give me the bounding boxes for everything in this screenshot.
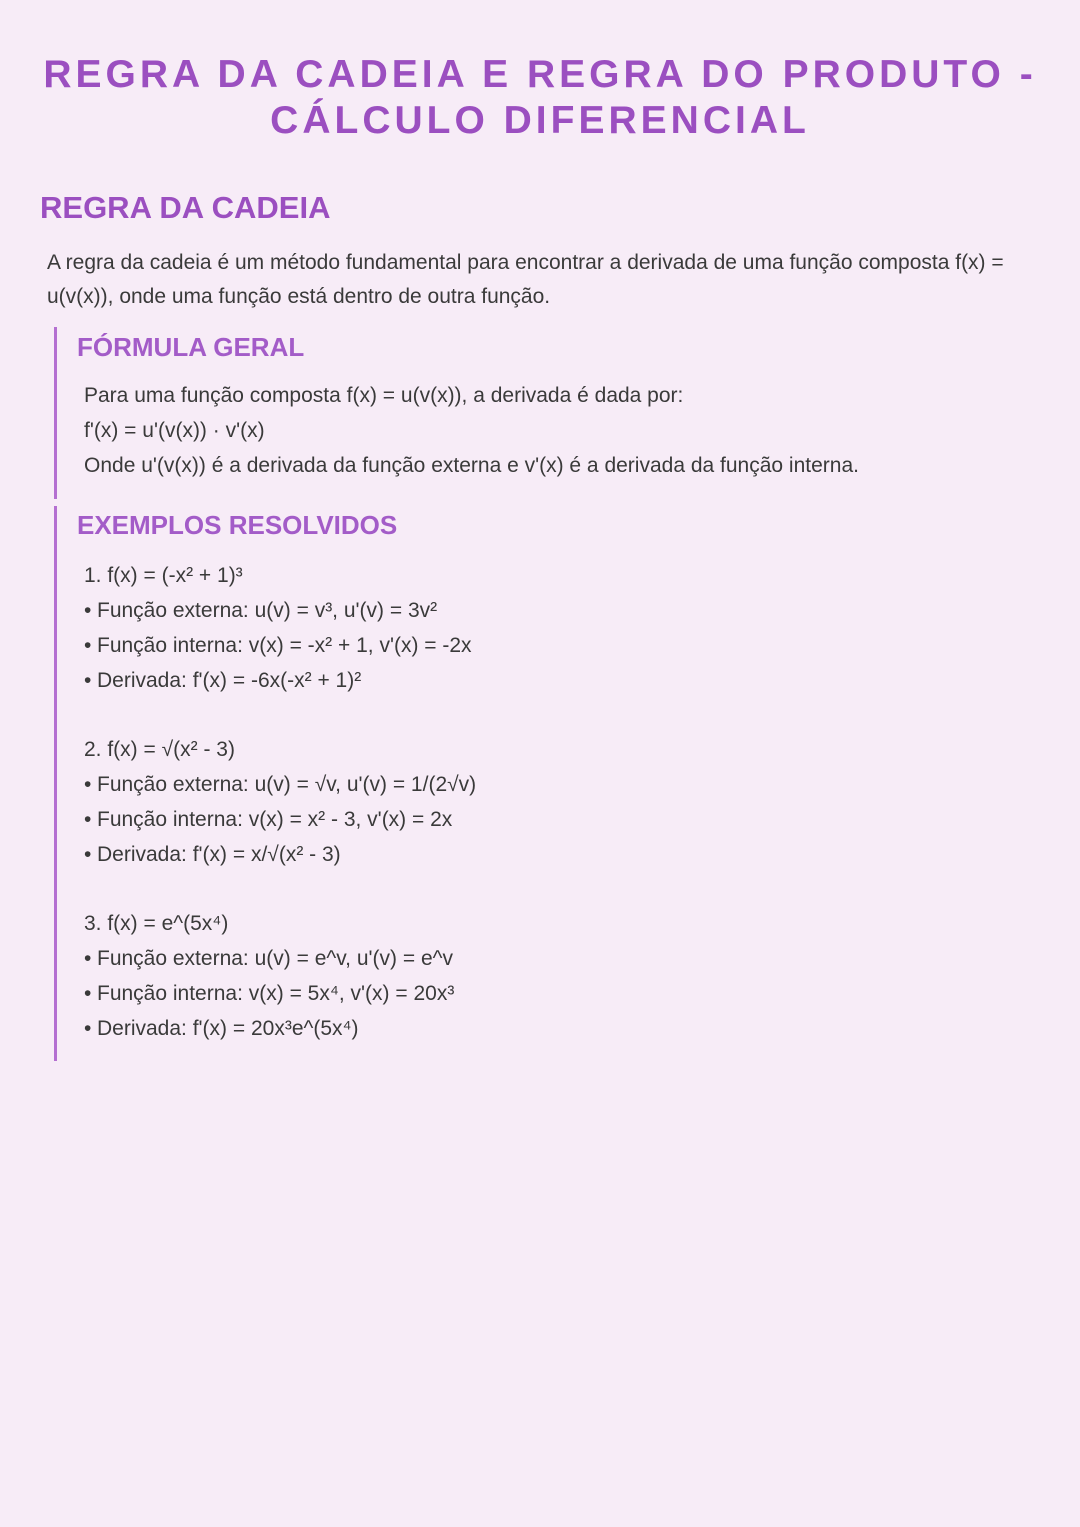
example-internal: • Função interna: v(x) = x² - 3, v'(x) = 2x <box>84 802 476 837</box>
formula-line: f'(x) = u'(v(x)) · v'(x) <box>84 419 265 442</box>
formula-lines <box>84 378 859 483</box>
section-intro: A regra da cadeia é um método fundamental para encontrar a derivada de uma função composta f(x) = u(v(x)), onde uma função está dentro de outra função. <box>47 251 1004 308</box>
example-title: 1. f(x) = (-x² + 1)³ <box>84 564 243 587</box>
examples-box <box>54 506 1017 1061</box>
example-derivative: • Derivada: f'(x) = -6x(-x² + 1)² <box>84 663 472 698</box>
page-title <box>40 52 1040 144</box>
example-internal: • Função interna: v(x) = -x² + 1, v'(x) = -2x <box>84 628 472 663</box>
examples-heading: EXEMPLOS RESOLVIDOS <box>77 510 398 540</box>
example-derivative: • Derivada: f'(x) = 20x³e^(5x⁴) <box>84 1011 454 1046</box>
example-item <box>84 906 454 1046</box>
formula-box <box>54 327 1017 499</box>
example-external: • Função externa: u(v) = v³, u'(v) = 3v² <box>84 593 472 628</box>
example-item <box>84 732 476 872</box>
page-title-line-1: REGRA DA CADEIA E REGRA DO PRODUTO - <box>43 53 1037 96</box>
formula-line: Para uma função composta f(x) = u(v(x)), a derivada é dada por: <box>84 384 684 407</box>
example-title: 3. f(x) = e^(5x⁴) <box>84 912 229 935</box>
example-external: • Função externa: u(v) = e^v, u'(v) = e^v <box>84 941 454 976</box>
example-item <box>84 558 472 698</box>
formula-line: Onde u'(v(x)) é a derivada da função externa e v'(x) é a derivada da função interna. <box>84 454 859 477</box>
section-heading-chain-rule: REGRA DA CADEIA <box>40 190 331 225</box>
example-internal: • Função interna: v(x) = 5x⁴, v'(x) = 20x³ <box>84 976 454 1011</box>
formula-heading: FÓRMULA GERAL <box>77 332 305 362</box>
example-derivative: • Derivada: f'(x) = x/√(x² - 3) <box>84 837 476 872</box>
page-title-line-2: CÁLCULO DIFERENCIAL <box>270 99 810 142</box>
example-title: 2. f(x) = √(x² - 3) <box>84 738 235 761</box>
example-external: • Função externa: u(v) = √v, u'(v) = 1/(2√v) <box>84 767 476 802</box>
